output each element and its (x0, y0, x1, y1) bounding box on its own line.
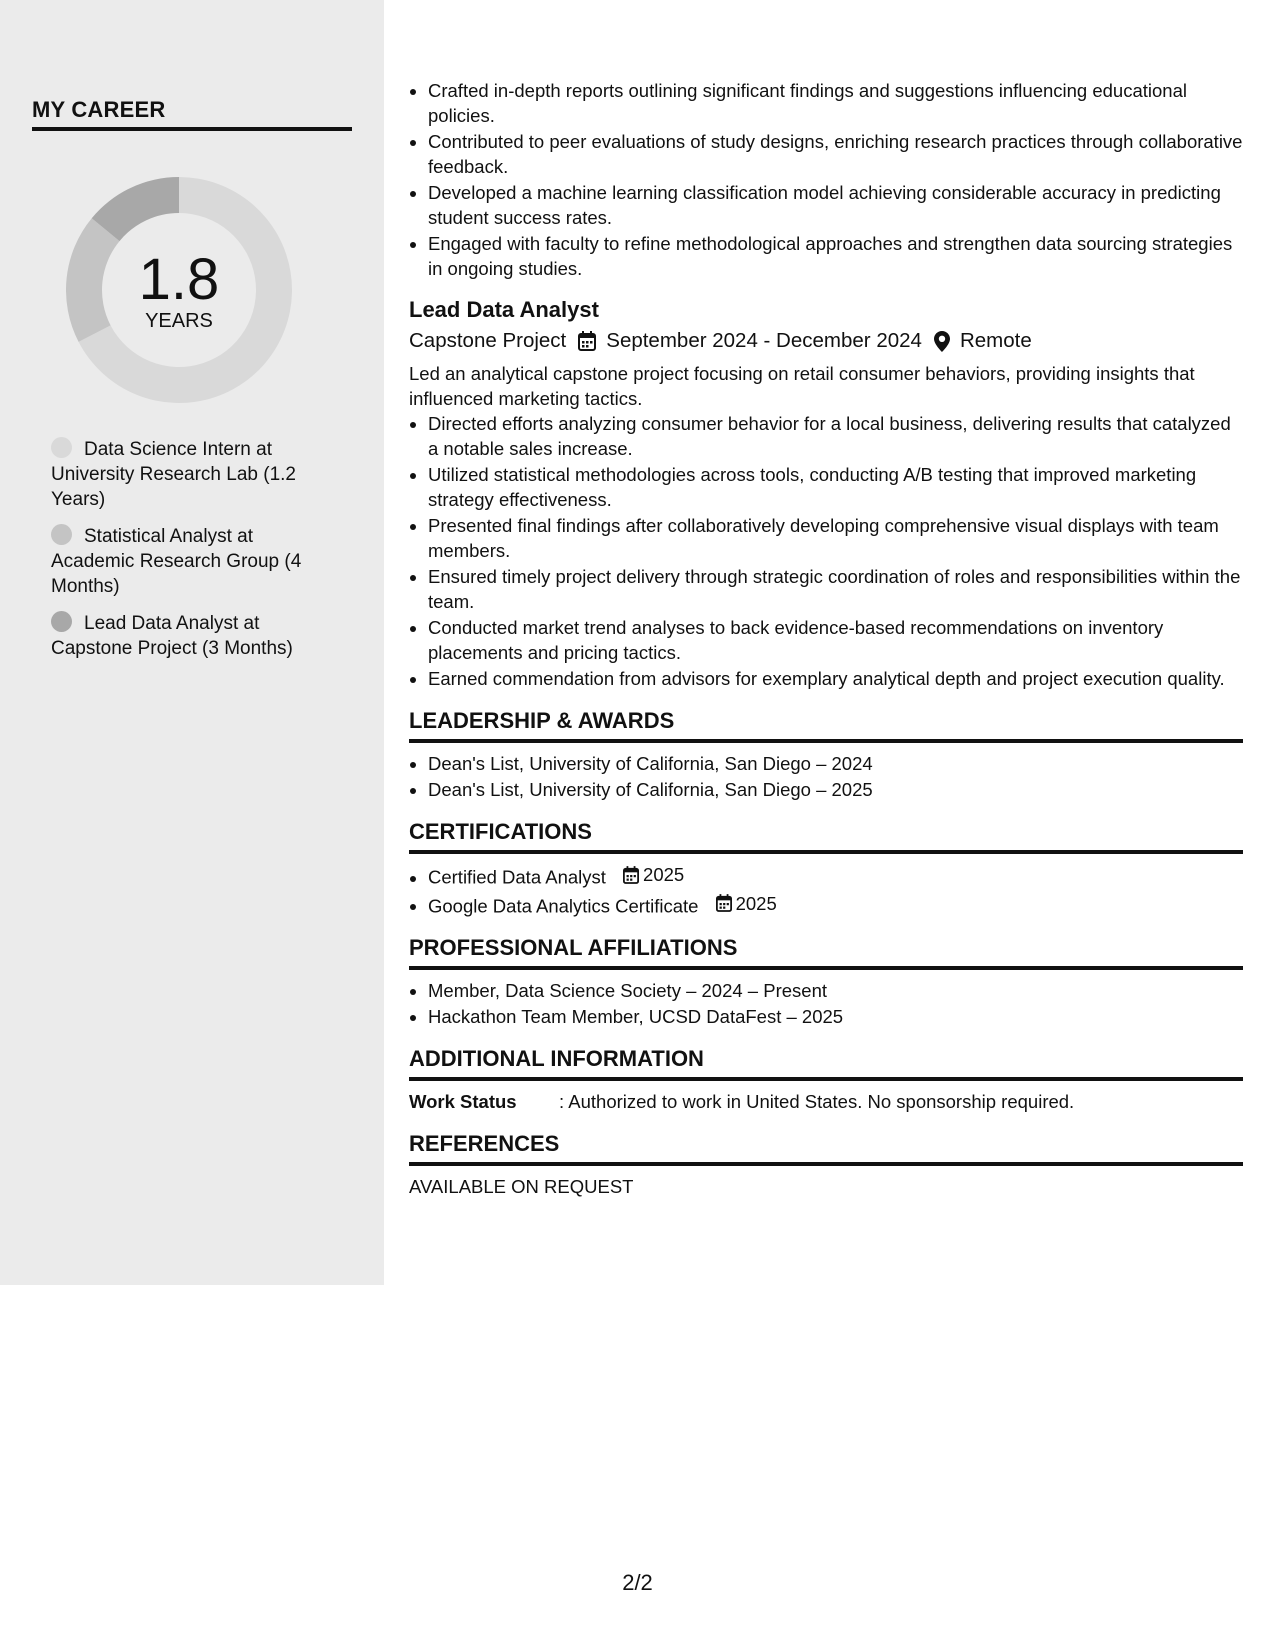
legend-swatch (51, 611, 72, 632)
work-status-row (409, 1089, 1243, 1114)
legend-label: Data Science Intern at University Research Lab (1.2 Years) (51, 439, 296, 510)
career-total-value: 1.8 (138, 247, 220, 312)
certification-name: Google Data Analytics Certificate (428, 895, 699, 916)
previous-job-bullets (409, 78, 1243, 281)
legend-item (51, 611, 311, 661)
list-item: • Developed a machine learning classification model achieving considerable accuracy in predicting student success rates. (428, 180, 1243, 230)
location-pin-icon (934, 331, 950, 352)
legend-label: Lead Data Analyst at Capstone Project (3 Months) (51, 613, 293, 659)
certification-name: Certified Data Analyst (428, 866, 606, 888)
affiliations-list (409, 978, 1243, 1029)
legend-label: Statistical Analyst at Academic Research Group (4 Months) (51, 526, 302, 597)
leadership-list (409, 751, 1243, 802)
list-item: • Directed efforts analyzing consumer behavior for a local business, delivering results that catalyzed a notable sales increase. (428, 411, 1243, 461)
career-legend (51, 437, 311, 673)
career-total-unit: YEARS (145, 310, 213, 332)
calendar-icon (623, 866, 639, 884)
certification-year: 2025 (735, 892, 777, 914)
job-location: Remote (959, 329, 1032, 352)
job-company: Capstone Project (409, 329, 567, 352)
certifications-list (409, 862, 1243, 918)
legend-item (51, 524, 311, 599)
list-item: • Crafted in-depth reports outlining significant findings and suggestions influencing educational policies. (428, 78, 1243, 128)
certifications-section-title: CERTIFICATIONS (409, 818, 1243, 854)
list-item: • Engaged with faculty to refine methodological approaches and strengthen data sourcing strategies in ongoing studies. (428, 231, 1243, 281)
legend-swatch (51, 437, 72, 458)
list-item: • Member, Data Science Society – 2024 – Present (428, 978, 1243, 1003)
certification-year: 2025 (643, 864, 685, 885)
main-content (409, 78, 1243, 1199)
list-item: • Contributed to peer evaluations of study designs, enriching research practices through collaborative feedback. (428, 129, 1243, 179)
leadership-section-title: LEADERSHIP & AWARDS (409, 707, 1243, 743)
legend-item (51, 437, 311, 512)
list-item: • Ensured timely project delivery through strategic coordination of roles and responsibilities within the team. (428, 564, 1243, 614)
list-item: • Dean's List, University of California, San Diego – 2025 (428, 777, 1243, 802)
list-item: • Earned commendation from advisors for exemplary analytical depth and project execution quality. (428, 666, 1243, 691)
list-item: • Presented final findings after collaboratively developing comprehensive visual displays with team members. (428, 513, 1243, 563)
job-bullets (409, 411, 1243, 691)
list-item: • Conducted market trend analyses to back evidence-based recommendations on inventory placements and pricing tactics. (428, 615, 1243, 665)
list-item (428, 862, 1243, 890)
list-item (428, 891, 1243, 919)
calendar-icon (578, 331, 596, 351)
calendar-icon (716, 894, 732, 912)
page-number: 2/2 (622, 1570, 653, 1595)
references-text: AVAILABLE ON REQUEST (409, 1176, 634, 1197)
affiliations-section-title: PROFESSIONAL AFFILIATIONS (409, 934, 1243, 970)
list-item: • Utilized statistical methodologies across tools, conducting A/B testing that improved marketing strategy effectiveness. (428, 462, 1243, 512)
work-status-value: : Authorized to work in United States. No sponsorship required. (559, 1091, 1075, 1112)
job-title: Lead Data Analyst (409, 297, 599, 322)
career-section-title: MY CAREER (32, 97, 352, 131)
list-item: • Dean's List, University of California, San Diego – 2024 (428, 751, 1243, 776)
job-meta (409, 327, 1243, 355)
list-item: • Hackathon Team Member, UCSD DataFest – 2025 (428, 1004, 1243, 1029)
work-status-label: Work Status (409, 1091, 517, 1112)
additional-info-section-title: ADDITIONAL INFORMATION (409, 1045, 1243, 1081)
legend-swatch (51, 524, 72, 545)
job-description: Led an analytical capstone project focusing on retail consumer behaviors, providing insights that influenced marketing tactics. (409, 363, 1195, 409)
references-section-title: REFERENCES (409, 1130, 1243, 1166)
job-dates: September 2024 - December 2024 (606, 329, 922, 352)
sidebar (0, 0, 384, 1285)
